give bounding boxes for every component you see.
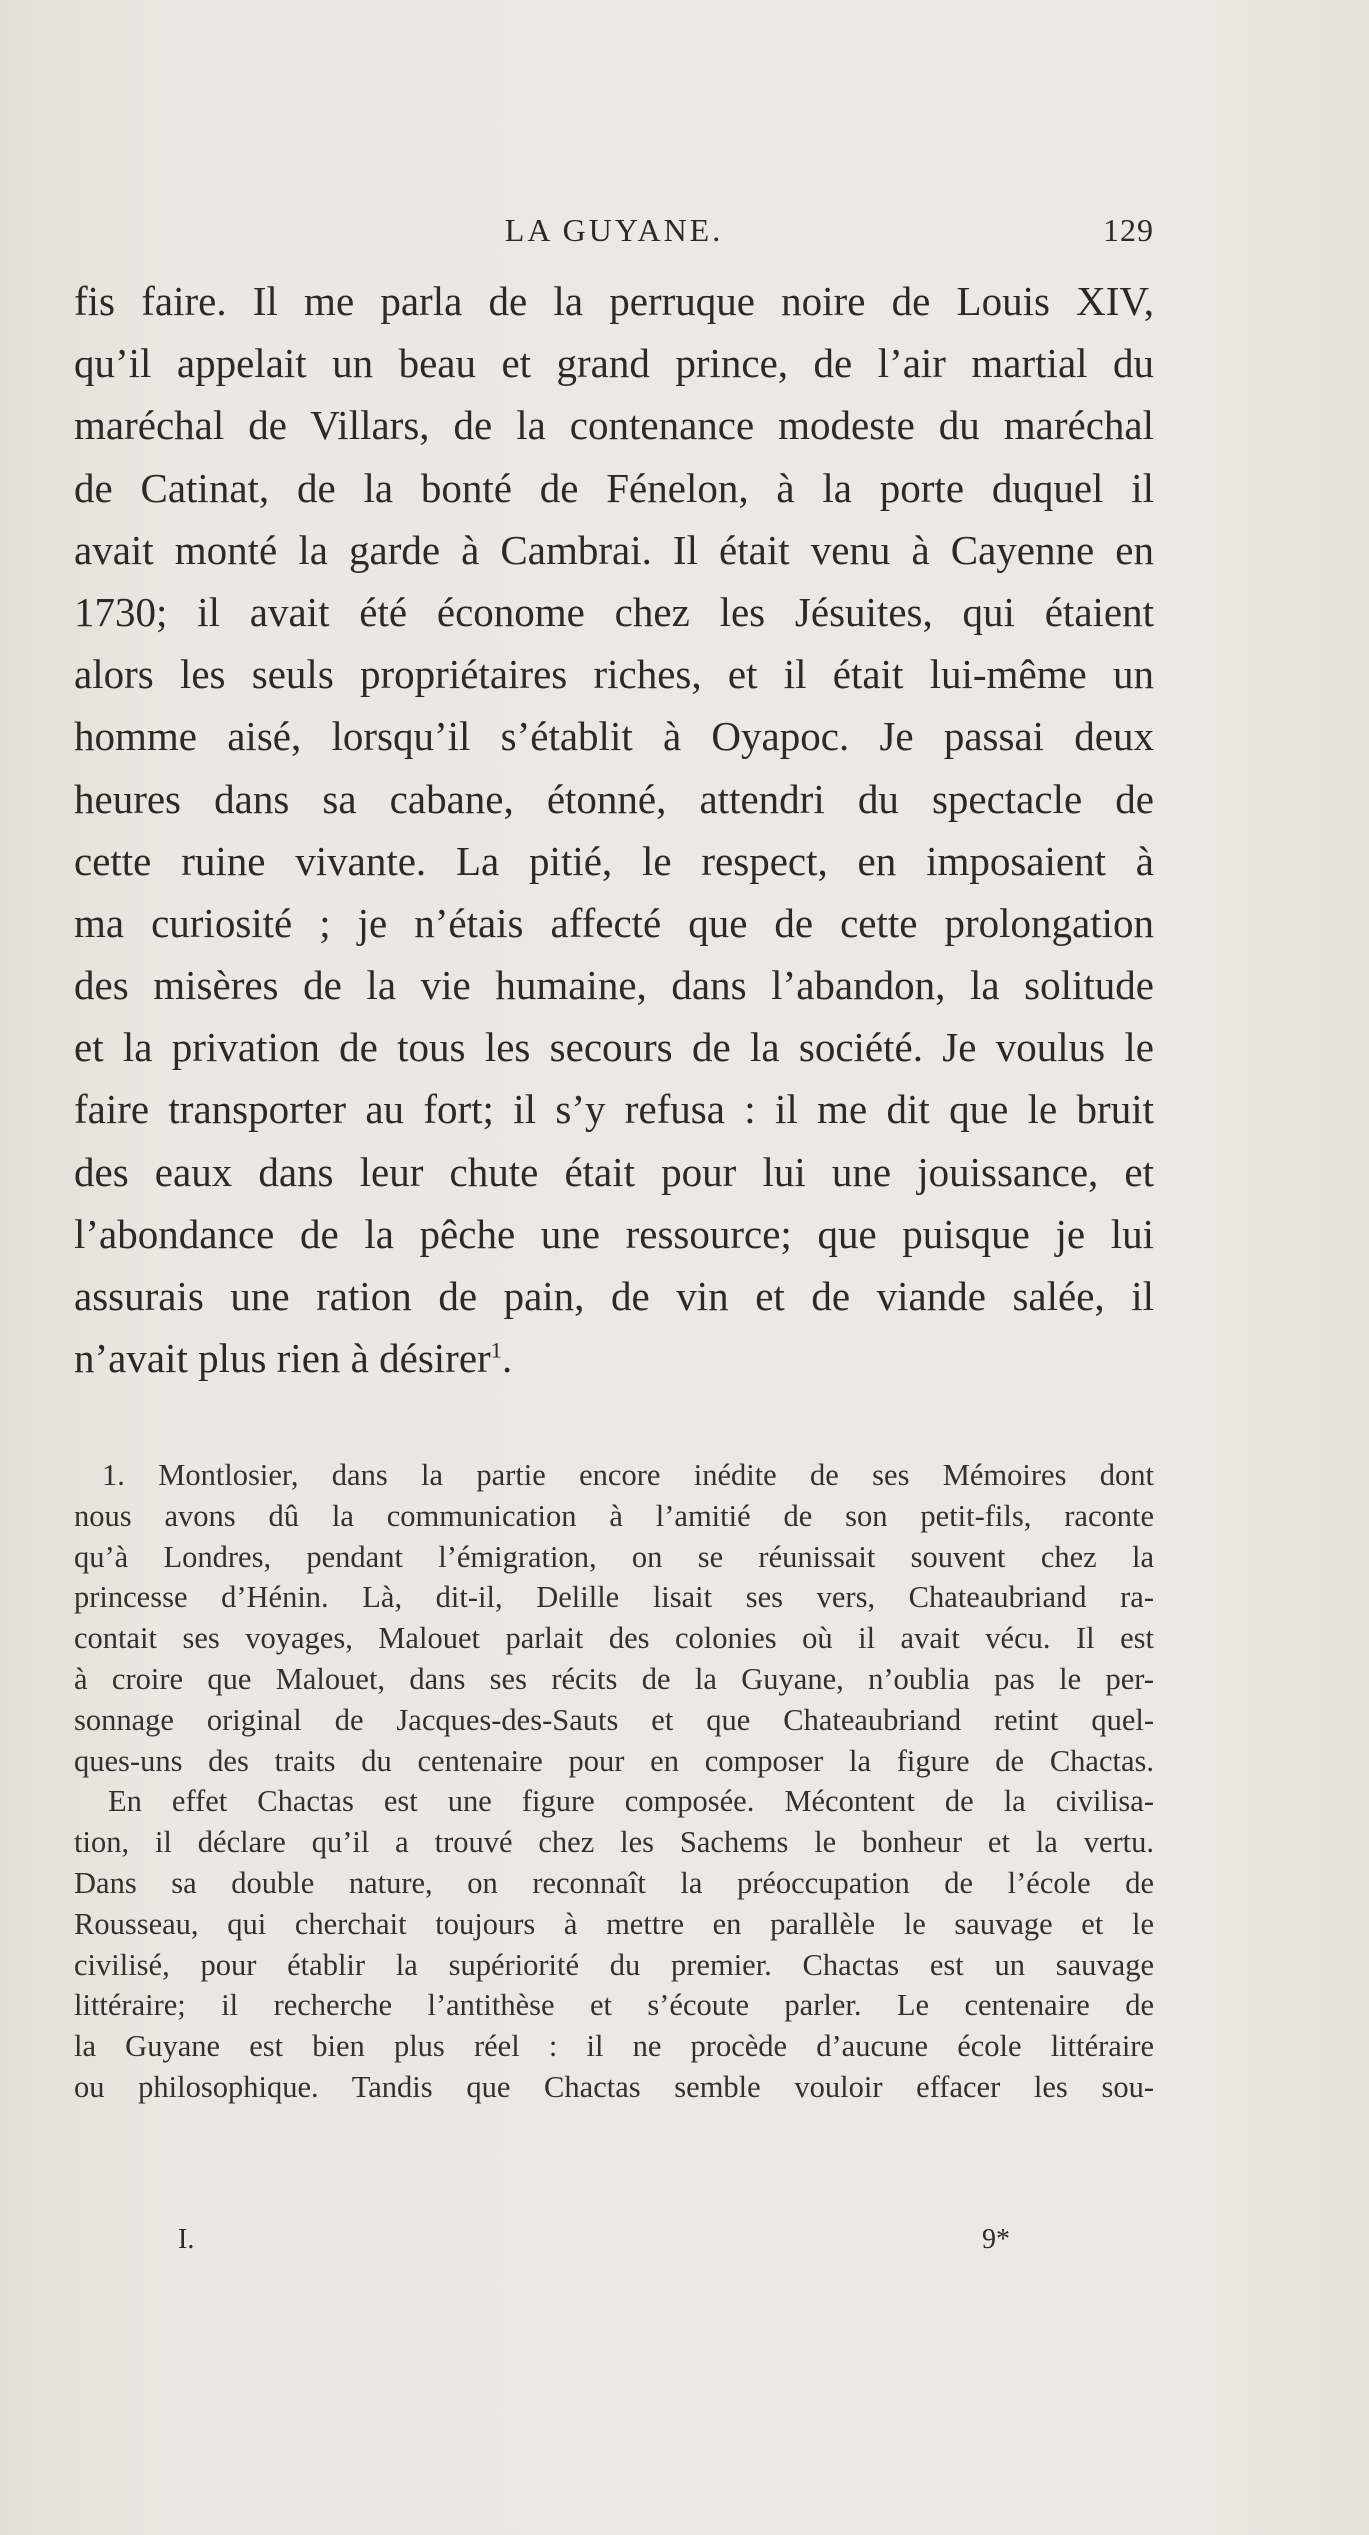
text-line: des eaux dans leur chute était pour lui une jouissance, et xyxy=(74,1148,1154,1195)
text-line: qu’il appelait un beau et grand prince, de l’air martial du xyxy=(74,340,1154,387)
signature-right: 9* xyxy=(982,2224,1010,2255)
running-header xyxy=(74,208,1154,252)
text-line: assurais une ration de pain, de vin et de viande salée, il xyxy=(74,1273,1154,1319)
text-line: cette ruine vivante. La pitié, le respect, en imposaient à xyxy=(74,837,1154,884)
note-line: tion, il déclare qu’il a trouvé chez les Sachems le bonheur et la vertu. xyxy=(74,1825,1154,1860)
note-line: civilisé, pour établir la supériorité du premier. Chactas est un sauvage xyxy=(74,1947,1154,1982)
note-line: ou philosophique. Tandis que Chactas semble vouloir effacer les sou- xyxy=(74,2069,1154,2104)
note-line: Rousseau, qui cherchait toujours à mettre en parallèle le sauvage et le xyxy=(74,1906,1154,1941)
note-line: princesse d’Hénin. Là, dit-il, Delille lisait ses vers, Chateaubriand ra- xyxy=(74,1580,1154,1615)
note-line: à croire que Malouet, dans ses récits de la Guyane, n’oublia pas le per- xyxy=(74,1661,1154,1696)
text-line: ma curiosité ; je n’étais affecté que de cette prolongation xyxy=(74,899,1154,946)
end-punct: . xyxy=(501,1335,513,1382)
footnote-marker: 1 xyxy=(490,1337,502,1363)
note-line: contait ses voyages, Malouet parlait des colonies où il avait vécu. Il est xyxy=(74,1621,1154,1656)
main-text xyxy=(74,270,1154,1389)
note-line: la Guyane est bien plus réel : il ne procède d’aucune école littéraire xyxy=(74,2029,1154,2064)
text-line: de Catinat, de la bonté de Fénelon, à la porte duquel il xyxy=(74,464,1154,511)
text-line: fis faire. Il me parla de la perruque noire de Louis XIV, xyxy=(74,278,1154,324)
text-line-last xyxy=(74,1327,1154,1389)
note-line: ques-uns des traits du centenaire pour en composer la figure de Chactas. xyxy=(74,1743,1154,1778)
text-line: faire transporter au fort; il s’y refusa : il me dit que le bruit xyxy=(74,1086,1154,1133)
text-line: avait monté la garde à Cambrai. Il était venu à Cayenne en xyxy=(74,526,1154,573)
signature-left: I. xyxy=(178,2224,195,2255)
text-line: homme aisé, lorsqu’il s’établit à Oyapoc. Je passai deux xyxy=(74,713,1154,760)
note-line: nous avons dû la communication à l’amitié de son petit-fils, raconte xyxy=(74,1498,1154,1533)
note-line: littéraire; il recherche l’antithèse et s’écoute parler. Le centenaire de xyxy=(74,1988,1154,2023)
note-line: qu’à Londres, pendant l’émigration, on se réunissait souvent chez la xyxy=(74,1539,1154,1574)
note-line: 1. Montlosier, dans la partie encore inédite de ses Mémoires dont xyxy=(102,1458,1154,1492)
text-line: 1730; il avait été économe chez les Jésuites, qui étaient xyxy=(74,588,1154,635)
text-line: alors les seuls propriétaires riches, et il était lui-même un xyxy=(74,651,1154,698)
note-line: Dans sa double nature, on reconnaît la préoccupation de l’école de xyxy=(74,1865,1154,1900)
text-line: l’abondance de la pêche une ressource; que puisque je lui xyxy=(74,1210,1154,1257)
note-line: En effet Chactas est une figure composée. Mécontent de la civilisa- xyxy=(108,1784,1154,1819)
page-footer xyxy=(74,2224,1154,2264)
text-line: des misères de la vie humaine, dans l’abandon, la solitude xyxy=(74,962,1154,1009)
text-line: et la privation de tous les secours de la société. Je voulus le xyxy=(74,1024,1154,1071)
running-title: LA GUYANE. xyxy=(504,212,724,248)
last-line-text: n’avait plus rien à désirer xyxy=(74,1335,491,1382)
note-line: sonnage original de Jacques-des-Sauts et que Chateaubriand retint quel- xyxy=(74,1702,1154,1737)
text-line: heures dans sa cabane, étonné, attendri du spectacle de xyxy=(74,775,1154,822)
text-line: maréchal de Villars, de la contenance modeste du maréchal xyxy=(74,402,1154,449)
page-number: 129 xyxy=(1103,212,1154,248)
footnotes xyxy=(74,1455,1154,2108)
